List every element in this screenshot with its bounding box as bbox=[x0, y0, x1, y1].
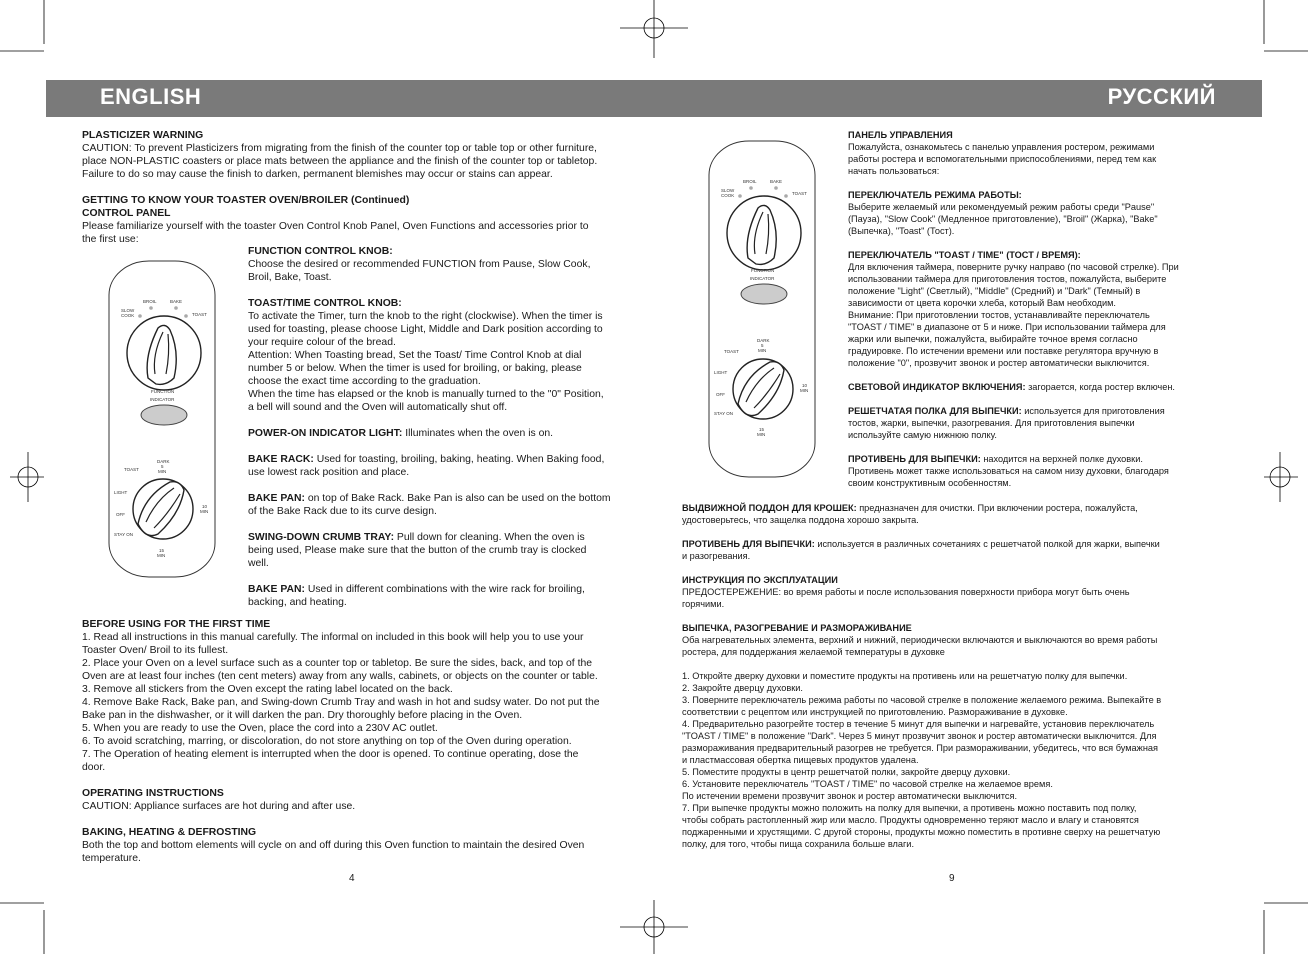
step-line-ru: 5. Поместите продукты в центр решетчатой полки, закройте дверцу духовки. bbox=[682, 767, 1011, 777]
step-line-ru: чтобы собрать растопленный жир или масло. Продукты одновременно теряют масло и влагу и становятся bbox=[682, 815, 1139, 825]
label-dark: DARK bbox=[157, 459, 170, 464]
mode-line-ru: (Пауза), "Slow Cook" (Медленное приготовление), "Broil" (Жарка), "Bake" bbox=[848, 214, 1158, 224]
bake-rack-text: Used for toasting, broiling, baking, heating. When Baking food, bbox=[313, 454, 605, 465]
step-line-ru: 7. При выпечке продукты можно положить на полку для выпечки, а противень можно поставить под полку, bbox=[682, 803, 1137, 813]
step-line-ru: поджаренными и хрустящими. С другой стороны, продукты можно поместить в противне сверху на решетчатую bbox=[682, 827, 1161, 837]
baking-line-ru: Оба нагревательных элемента, верхний и нижний, периодически включаются и выключаются во время работы bbox=[682, 635, 1158, 645]
operating-text: CAUTION: Appliance surfaces are hot during and after use. bbox=[82, 801, 356, 812]
plasticizer-line: CAUTION: To prevent Plasticizers from migrating from the finish of the counter top or table top or other furniture, bbox=[82, 143, 597, 154]
label-slow: SLOW bbox=[721, 188, 735, 193]
label-min-top: MIN bbox=[158, 469, 167, 474]
label-toast-time: TOAST bbox=[724, 349, 739, 354]
bake-rack-line: use lowest rack position and place. bbox=[248, 467, 410, 478]
before-use-line: 6. To avoid scratching, marring, or discoloration, do not store anything on top of the Oven during operation. bbox=[82, 736, 572, 747]
label-stay-on: STAY ON bbox=[114, 532, 134, 537]
pan2-paragraph-ru bbox=[682, 538, 1227, 550]
indicator-paragraph-ru bbox=[848, 381, 1228, 393]
page-number-left: 4 bbox=[349, 873, 355, 884]
step-line-ru: 3. Поверните переключатель режима работы по часовой стрелке в положение желаемого режима. Выпекайте в bbox=[682, 695, 1162, 705]
label-off: OFF bbox=[116, 512, 125, 517]
bake-pan-2-heading: BAKE PAN: bbox=[248, 584, 305, 595]
step-line-ru: соответствии с рецептом или инструкцией по приготовлению. Размораживание в духовке. bbox=[682, 707, 1068, 717]
english-bottom-section bbox=[82, 618, 623, 865]
toast-line-ru: положение "0", прозвучит звонок и ростер автоматически выключится. bbox=[848, 358, 1150, 368]
step-line-ru: По истечении времени прозвучит звонок и ростер автоматически выключится. bbox=[682, 791, 1018, 801]
english-title: ENGLISH bbox=[100, 84, 202, 109]
before-use-line: 4. Remove Bake Rack, Bake pan, and Swing-down Crumb Tray and wash in hot and sudsy water. Do not put the bbox=[82, 697, 600, 708]
toast-knob-line: your require colour of the bread. bbox=[248, 337, 396, 348]
pan2-line-ru: и разогревания. bbox=[682, 551, 751, 561]
toast-knob-line: To activate the Timer, turn the knob to the right (clockwise). When the timer is bbox=[248, 311, 603, 322]
toast-line-ru: Для включения таймера, поверните ручку направо (по часовой стрелке). При bbox=[848, 262, 1179, 272]
before-use-heading: BEFORE USING FOR THE FIRST TIME bbox=[82, 619, 271, 630]
crumb-tray-line: well. bbox=[248, 558, 269, 569]
before-use-line: 5. When you are ready to use the Oven, place the cord into a 230V AC outlet. bbox=[82, 723, 438, 734]
label-cook: COOK bbox=[721, 193, 735, 198]
baking-heading: BAKING, HEATING & DEFROSTING bbox=[82, 827, 257, 838]
plasticizer-line: Failure to do so may cause the finish to darken, permanent blemishes may occur or stains can appear. bbox=[82, 169, 553, 180]
bake-rack-heading: BAKE RACK: bbox=[248, 454, 314, 465]
toast-knob-line: choose the exact time according to the graduation. bbox=[248, 376, 481, 387]
function-knob-heading: FUNCTION CONTROL KNOB: bbox=[248, 246, 393, 257]
pan2-text-ru: используется в различных сочетаниях с решетчатой полкой для жарки, выпечки bbox=[814, 539, 1160, 549]
label-min-bottom: MIN bbox=[757, 432, 766, 437]
control-panel-line: Please familiarize yourself with the toaster Oven Control Knob Panel, Oven Functions and accessories prior to bbox=[82, 221, 589, 232]
rack-text-ru: используется для приготовления bbox=[1021, 406, 1165, 416]
bake-pan-2-paragraph bbox=[248, 583, 623, 596]
toast-line-ru: использовании таймера для приготовления тостов, пожалуйста, выберите bbox=[848, 274, 1167, 284]
crumb-tray-heading: SWING-DOWN CRUMB TRAY: bbox=[248, 532, 395, 543]
instr-line-ru: горячими. bbox=[682, 599, 725, 609]
step-line-ru: размораживания предварительный разогрев не требуется. При размораживании, убедитесь, что вся бумажная bbox=[682, 743, 1158, 753]
label-bake: BAKE bbox=[170, 299, 183, 304]
pan-line-ru: Противень может также использоваться на самом низу духовки, благодаря bbox=[848, 466, 1169, 476]
rack-paragraph-ru bbox=[848, 405, 1228, 417]
english-top-section bbox=[82, 129, 623, 246]
getting-heading: GETTING TO KNOW YOUR TOASTER OVEN/BROILER (Continued) bbox=[82, 195, 410, 206]
control-panel-line: the first use: bbox=[82, 234, 139, 245]
label-five: 5 bbox=[761, 343, 764, 348]
instr-heading-ru: ИНСТРУКЦИЯ ПО ЭКСПЛУАТАЦИИ bbox=[682, 575, 838, 585]
crumb-tray-text: Pull down for cleaning. When the oven is bbox=[394, 532, 585, 543]
label-off: OFF bbox=[716, 392, 725, 397]
mode-line-ru: Выберите желаемый или рекомендуемый режим работы среди "Pause" bbox=[848, 202, 1155, 212]
pan-line-ru: своим конструктивным особенностям. bbox=[848, 478, 1012, 488]
bake-pan-2-line: backing, and heating. bbox=[248, 597, 347, 608]
pan-heading-ru: ПРОТИВЕНЬ ДЛЯ ВЫПЕЧКИ: bbox=[848, 454, 981, 464]
panel-line-ru: Пожалуйста, ознакомьтесь с панелью управления ростером, режимами bbox=[848, 142, 1155, 152]
function-knob-line: Broil, Bake, Toast. bbox=[248, 272, 332, 283]
toast-heading-ru: ПЕРЕКЛЮЧАТЕЛЬ "TOAST / TIME" (ТОСТ / ВРЕМЯ): bbox=[848, 250, 1081, 260]
english-knob-section bbox=[248, 245, 623, 609]
label-function: FUNCTION bbox=[751, 268, 775, 273]
control-panel-illustration-ru bbox=[708, 140, 818, 480]
step-line-ru: 2. Закройте дверцу духовки. bbox=[682, 683, 803, 693]
label-fifteen: 15 bbox=[759, 427, 765, 432]
before-use-line: Bake pan in the dishwasher, or it will darken the pan. Dry thoroughly before placing in the Oven. bbox=[82, 710, 523, 721]
label-min-right: MIN bbox=[200, 509, 209, 514]
label-min-top: MIN bbox=[758, 348, 767, 353]
baking-line-ru: ростера, для поддержания желаемой температуры в духовке bbox=[682, 647, 945, 657]
label-toast-fn: TOAST bbox=[792, 191, 807, 196]
russian-bottom-section bbox=[682, 502, 1227, 850]
toast-line-ru: жарки или выпечки, пожалуйста, выбирайте точное время согласно bbox=[848, 334, 1138, 344]
label-five: 5 bbox=[161, 464, 164, 469]
mode-line-ru: (Выпечка), "Toast" (Тост). bbox=[848, 226, 955, 236]
label-cook: COOK bbox=[121, 313, 135, 318]
crumb-tray-paragraph bbox=[248, 531, 623, 544]
crumb-line-ru: удостоверьтесь, что защелка поддона хорошо закрыта. bbox=[682, 515, 919, 525]
before-use-line: 7. The Operation of heating element is interrupted when the door is opened. To continue operating, dose the bbox=[82, 749, 579, 760]
step-line-ru: 6. Установите переключатель "TOAST / TIME" по часовой стрелке на желаемое время. bbox=[682, 779, 1053, 789]
label-toast-time: TOAST bbox=[124, 467, 139, 472]
toast-knob-line: a bell will sound and the Oven will automatically shut off. bbox=[248, 402, 508, 413]
pan-text-ru: находится на верхней полке духовки. bbox=[980, 454, 1143, 464]
before-use-line: 2. Place your Oven on a level surface such as a counter top or tabletop. Be sure the sides, back, and top of the bbox=[82, 658, 593, 669]
russian-top-section bbox=[848, 129, 1228, 489]
russian-title: РУССКИЙ bbox=[1107, 84, 1216, 109]
panel-heading-ru: ПАНЕЛЬ УПРАВЛЕНИЯ bbox=[848, 130, 953, 140]
rack-line-ru: используйте самую нижнюю полку. bbox=[848, 430, 997, 440]
power-indicator-text: Illuminates when the oven is on. bbox=[402, 428, 554, 439]
label-stay-on: STAY ON bbox=[714, 411, 734, 416]
crumb-heading-ru: ВЫДВИЖНОЙ ПОДДОН ДЛЯ КРОШЕК: bbox=[682, 503, 857, 513]
step-line-ru: 1. Откройте дверку духовки и поместите продукты на противень или на решетчатую полку для выпечки. bbox=[682, 671, 1128, 681]
baking-line: Both the top and bottom elements will cycle on and off during this Oven function to maintain the desired Oven bbox=[82, 840, 585, 851]
control-panel-illustration bbox=[108, 260, 218, 580]
page-number-right: 9 bbox=[949, 873, 955, 884]
toast-knob-line: Attention: When Toasting bread, Set the Toast/ Time Control Knob at dial bbox=[248, 350, 582, 361]
baking-line: temperature. bbox=[82, 853, 141, 864]
panel-line-ru: работы ростера и вспомогательными приспособлениями, перед тем как bbox=[848, 154, 1157, 164]
toast-line-ru: "TOAST / TIME" в диапазоне от 5 и ниже. При использовании таймера для bbox=[848, 322, 1166, 332]
label-fifteen: 15 bbox=[159, 548, 165, 553]
baking-heading-ru: ВЫПЕЧКА, РАЗОГРЕВАНИЕ И РАЗМОРАЖИВАНИЕ bbox=[682, 623, 912, 633]
toast-knob-heading: TOAST/TIME CONTROL KNOB: bbox=[248, 298, 402, 309]
toast-line-ru: Внимание: При приготовлении тостов, устанавливайте переключатель bbox=[848, 310, 1150, 320]
bake-pan-heading: BAKE PAN: bbox=[248, 493, 305, 504]
label-light: LIGHT bbox=[114, 490, 128, 495]
step-line-ru: и пластмассовая обертка пищевых продуктов удалена. bbox=[682, 755, 919, 765]
indicator-heading-ru: СВЕТОВОЙ ИНДИКАТОР ВКЛЮЧЕНИЯ: bbox=[848, 382, 1026, 392]
step-line-ru: полку, для того, чтобы пища сохранила больше влаги. bbox=[682, 839, 914, 849]
panel-line-ru: начать пользоваться: bbox=[848, 166, 940, 176]
before-use-line: Oven are at least four inches (ten cent meters) away from any walls, cabinets, or objects on the counter or table. bbox=[82, 671, 598, 682]
pan2-heading-ru: ПРОТИВЕНЬ ДЛЯ ВЫПЕЧКИ: bbox=[682, 539, 815, 549]
step-line-ru: 4. Предварительно разогрейте тостер в течение 5 минут для выпечки и нагревайте, установив переключатель bbox=[682, 719, 1155, 729]
pan-paragraph-ru bbox=[848, 453, 1228, 465]
label-toast-fn: TOAST bbox=[192, 312, 207, 317]
label-broil: BROIL bbox=[743, 179, 757, 184]
power-indicator-heading: POWER-ON INDICATOR LIGHT: bbox=[248, 428, 403, 439]
operating-heading: OPERATING INSTRUCTIONS bbox=[82, 788, 224, 799]
toast-line-ru: градуировке. По истечении времени или поставке регулятора вручную в bbox=[848, 346, 1159, 356]
bake-pan-line: of the Bake Rack due to its curve design. bbox=[248, 506, 437, 517]
label-light: LIGHT bbox=[714, 370, 728, 375]
label-ten: 10 bbox=[802, 383, 808, 388]
label-bake: BAKE bbox=[770, 179, 783, 184]
label-slow: SLOW bbox=[121, 308, 135, 313]
label-broil: BROIL bbox=[143, 299, 157, 304]
bake-pan-paragraph bbox=[248, 492, 623, 505]
power-indicator-lamp bbox=[141, 405, 187, 425]
power-indicator-paragraph bbox=[248, 427, 623, 440]
label-min-right: MIN bbox=[800, 388, 809, 393]
indicator-text-ru: загорается, когда ростер включен. bbox=[1025, 382, 1175, 392]
power-indicator-lamp bbox=[741, 284, 787, 304]
before-use-line: door. bbox=[82, 762, 106, 773]
label-function: FUNCTION bbox=[151, 389, 175, 394]
bake-pan-text: on top of Bake Rack. Bake Pan is also can be used on the bottom bbox=[304, 493, 611, 504]
function-knob-line: Choose the desired or recommended FUNCTION from Pause, Slow Cook, bbox=[248, 259, 591, 270]
toast-knob-line: used for toasting, please choose Light, Middle and Dark position according to bbox=[248, 324, 603, 335]
bake-pan-2-text: Used in different combinations with the wire rack for broiling, bbox=[304, 584, 585, 595]
crumb-tray-line: being used, Please make sure that the button of the crumb tray is clocked bbox=[248, 545, 587, 556]
label-ten: 10 bbox=[202, 504, 208, 509]
crumb-text-ru: предназначен для очистки. При включении ростера, пожалуйста, bbox=[856, 503, 1138, 513]
toast-line-ru: зависимости от цвета корочки хлеба, который Вам необходим. bbox=[848, 298, 1116, 308]
toast-knob-line: When the time has elapsed or the knob is manually turned to the "0" Position, bbox=[248, 389, 604, 400]
control-panel-heading: CONTROL PANEL bbox=[82, 208, 171, 219]
before-use-line: Toaster Oven/ Broil to its fullest. bbox=[82, 645, 229, 656]
label-indicator: INDICATOR bbox=[150, 397, 175, 402]
instr-line-ru: ПРЕДОСТЕРЕЖЕНИЕ: во время работы и после использования поверхности прибора могут быть очень bbox=[682, 587, 1130, 597]
bake-rack-paragraph bbox=[248, 453, 623, 466]
toast-knob-line: number 5 or below. When the timer is used for broiling, or baking, please bbox=[248, 363, 582, 374]
language-banner bbox=[46, 80, 1262, 117]
step-line-ru: "TOAST / TIME" в положение "Dark". Через 5 минут прозвучит звонок и ростер автоматически выключится. Для bbox=[682, 731, 1157, 741]
rack-line-ru: тостов, жарки, выпечки, разогревания. Для приготовления выпечки bbox=[848, 418, 1135, 428]
before-use-line: 1. Read all instructions in this manual carefully. The informal on included in this book will help you to use your bbox=[82, 632, 584, 643]
rack-heading-ru: РЕШЕТЧАТАЯ ПОЛКА ДЛЯ ВЫПЕЧКИ: bbox=[848, 406, 1022, 416]
label-dark: DARK bbox=[757, 338, 770, 343]
crumb-paragraph-ru bbox=[682, 502, 1227, 514]
before-use-line: 3. Remove all stickers from the Oven except the rating label located on the back. bbox=[82, 684, 453, 695]
plasticizer-heading: PLASTICIZER WARNING bbox=[82, 130, 204, 141]
mode-heading-ru: ПЕРЕКЛЮЧАТЕЛЬ РЕЖИМА РАБОТЫ: bbox=[848, 190, 1022, 200]
plasticizer-line: place NON-PLASTIC coasters or place mats between the appliance and the finish of the counter top or tabletop. bbox=[82, 156, 598, 167]
label-indicator: INDICATOR bbox=[750, 276, 775, 281]
label-min-bottom: MIN bbox=[157, 553, 166, 558]
toast-line-ru: положение "Light" (Светлый), "Middle" (Средний) и "Dark" (Темный) в bbox=[848, 286, 1141, 296]
